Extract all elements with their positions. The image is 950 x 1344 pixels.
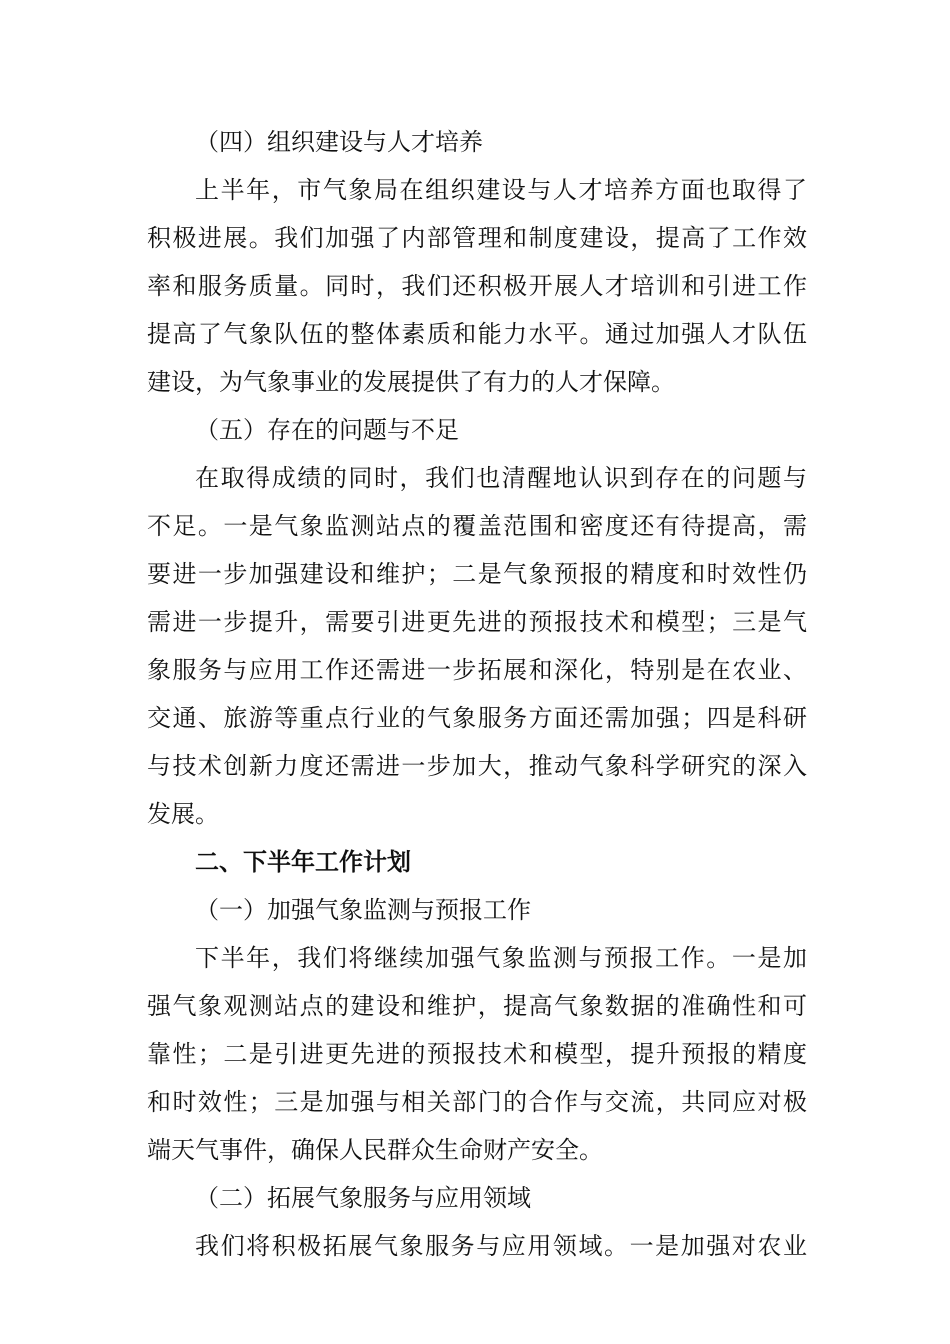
text-line: 不足。一是气象监测站点的覆盖范围和密度还有待提高，需 — [147, 512, 807, 540]
document-body — [147, 118, 807, 1270]
text-line: 发展。 — [147, 800, 219, 828]
text-line: 端天气事件，确保人民群众生命财产安全。 — [147, 1136, 603, 1164]
text-line: 在取得成绩的同时，我们也清醒地认识到存在的问题与 — [195, 464, 807, 492]
text-line: 交通、旅游等重点行业的气象服务方面还需加强；四是科研 — [147, 704, 807, 732]
paragraph-org-building — [147, 166, 807, 406]
text-line: 强气象观测站点的建设和维护，提高气象数据的准确性和可 — [147, 992, 807, 1020]
section-heading-5: （五）存在的问题与不足 — [195, 416, 459, 444]
section-heading-4: （四）组织建设与人才培养 — [195, 128, 483, 156]
part-heading-2: 二、下半年工作计划 — [195, 848, 411, 876]
text-line: 积极进展。我们加强了内部管理和制度建设，提高了工作效 — [147, 224, 807, 252]
text-line: 上半年，市气象局在组织建设与人才培养方面也取得了 — [195, 176, 807, 204]
text-line: 提高了气象队伍的整体素质和能力水平。通过加强人才队伍 — [147, 320, 807, 348]
paragraph-problems — [147, 454, 807, 838]
text-line: 率和服务质量。同时，我们还积极开展人才培训和引进工作 — [147, 272, 807, 300]
text-line: 下半年，我们将继续加强气象监测与预报工作。一是加 — [195, 944, 807, 972]
text-line: 我们将积极拓展气象服务与应用领域。一是加强对农业 — [195, 1232, 807, 1260]
paragraph-services — [147, 1222, 807, 1270]
text-line: 靠性；二是引进更先进的预报技术和模型，提升预报的精度 — [147, 1040, 807, 1068]
paragraph-monitoring — [147, 934, 807, 1174]
text-line: 要进一步加强建设和维护；二是气象预报的精度和时效性仍 — [147, 560, 807, 588]
section-heading-2-2: （二）拓展气象服务与应用领域 — [195, 1184, 531, 1212]
text-line: 和时效性；三是加强与相关部门的合作与交流，共同应对极 — [147, 1088, 807, 1116]
section-heading-2-1: （一）加强气象监测与预报工作 — [195, 896, 531, 924]
text-line: 与技术创新力度还需进一步加大，推动气象科学研究的深入 — [147, 752, 807, 780]
text-line: 建设，为气象事业的发展提供了有力的人才保障。 — [147, 368, 675, 396]
text-line: 象服务与应用工作还需进一步拓展和深化，特别是在农业、 — [147, 656, 807, 684]
text-line: 需进一步提升，需要引进更先进的预报技术和模型；三是气 — [147, 608, 807, 636]
